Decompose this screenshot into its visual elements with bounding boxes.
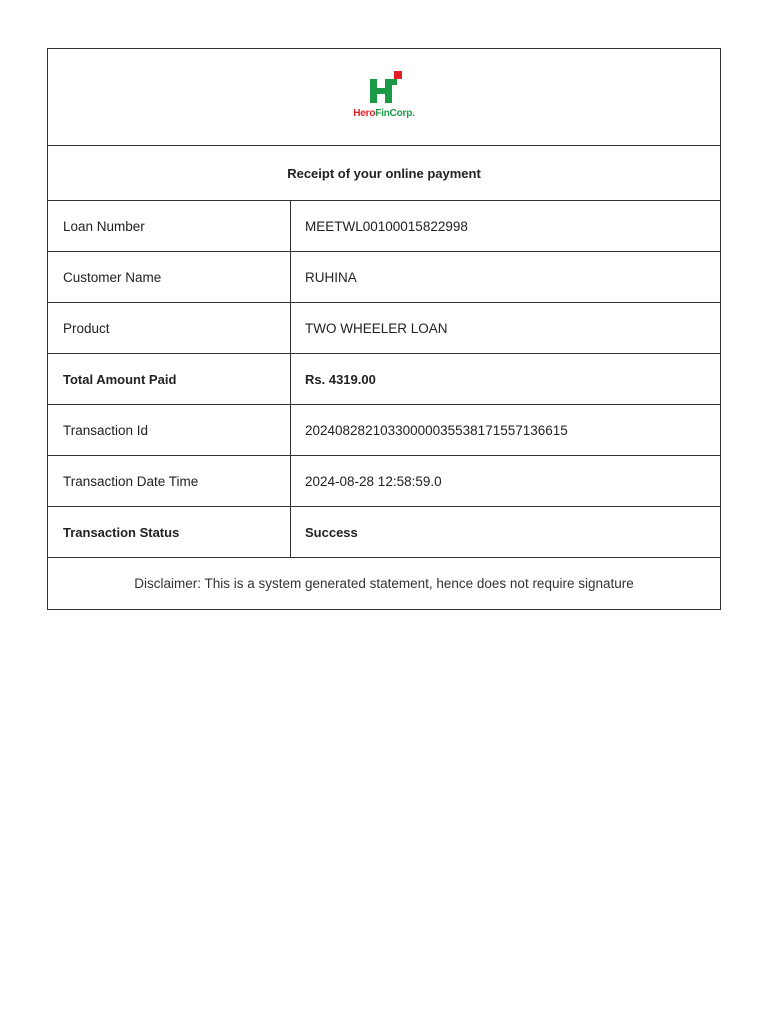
row-label: Transaction Date Time: [48, 456, 291, 506]
row-value: 2024-08-28 12:58:59.0: [305, 473, 442, 489]
row-value: RUHINA: [305, 269, 357, 285]
payment-receipt: [47, 48, 721, 610]
logo-header: [48, 49, 720, 146]
row-value: MEETWL00100015822998: [305, 218, 468, 234]
table-row-product: [48, 303, 720, 354]
herofincorp-logo: [353, 71, 415, 119]
row-label: Loan Number: [48, 201, 291, 251]
hero-h-logo-icon: [364, 71, 404, 107]
row-label: Transaction Id: [48, 405, 291, 455]
table-row-transaction-date-time: [48, 456, 720, 507]
table-row-total-amount-paid: [48, 354, 720, 405]
row-label: Product: [48, 303, 291, 353]
table-row-transaction-id: [48, 405, 720, 456]
row-value: 20240828210330000035538171557136615: [305, 422, 568, 438]
receipt-title: Receipt of your online payment: [48, 146, 720, 201]
table-row-transaction-status: [48, 507, 720, 558]
row-label: Total Amount Paid: [48, 354, 291, 404]
logo-word-fincorp: FinCorp.: [375, 108, 415, 119]
table-row-loan-number: [48, 201, 720, 252]
row-label: Customer Name: [48, 252, 291, 302]
logo-word-hero: Hero: [353, 108, 376, 119]
row-value: Rs. 4319.00: [305, 371, 376, 387]
logo-wordmark: [353, 108, 415, 119]
row-label: Transaction Status: [48, 507, 291, 557]
table-row-customer-name: [48, 252, 720, 303]
disclaimer-text: Disclaimer: This is a system generated statement, hence does not require signature: [134, 576, 634, 591]
row-value: Success: [305, 524, 358, 540]
row-value: TWO WHEELER LOAN: [305, 320, 448, 336]
